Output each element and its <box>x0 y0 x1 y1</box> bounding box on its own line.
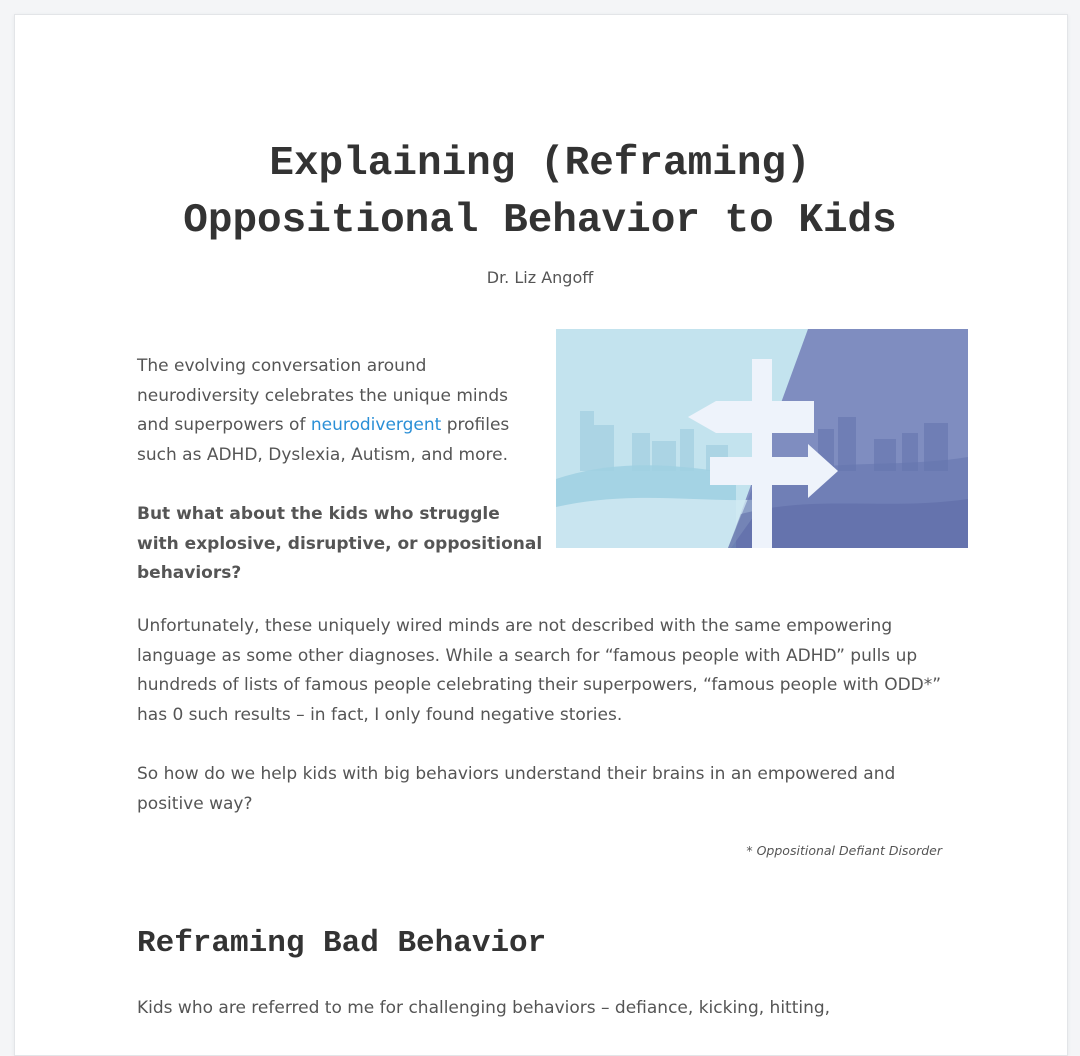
intro-text-start: The evolving conversation around neurodiversity celebrates the unique minds and superpowers of <box>137 356 509 435</box>
intro-paragraph <box>137 352 537 470</box>
body-paragraph-1: Unfortunately, these uniquely wired minds are not described with the same empowering language as some other diagnoses. While a search for “famous people with ADHD” pulls up hundreds of lists of famous people celebrating their superpowers, “famous people with ODD*” has 0 such results – in fact, I only found negative stories. <box>137 616 942 725</box>
intro-text-end: profiles such as ADHD, Dyslexia, Autism, and more. <box>137 415 510 465</box>
article-title <box>0 136 1080 250</box>
body-paragraph-2: So how do we help kids with big behaviors understand their brains in an empowered and positive way? <box>137 764 896 814</box>
article-author: Dr. Liz Angoff <box>486 268 594 287</box>
section-heading: Reframing Bad Behavior <box>137 926 547 961</box>
callout-question: But what about the kids who struggle with explosive, disruptive, or oppositional behaviors? <box>137 504 543 583</box>
body-paragraph-3: Kids who are referred to me for challenging behaviors – defiance, kicking, hitting, <box>137 998 831 1018</box>
article-title-line-1: Explaining (Reframing) <box>269 141 811 187</box>
footnote: * Oppositional Defiant Disorder <box>746 843 942 858</box>
neurodivergent-link[interactable]: neurodivergent <box>310 415 442 435</box>
signpost-illustration-icon <box>556 329 968 548</box>
article-title-line-2: Oppositional Behavior to Kids <box>183 198 897 244</box>
